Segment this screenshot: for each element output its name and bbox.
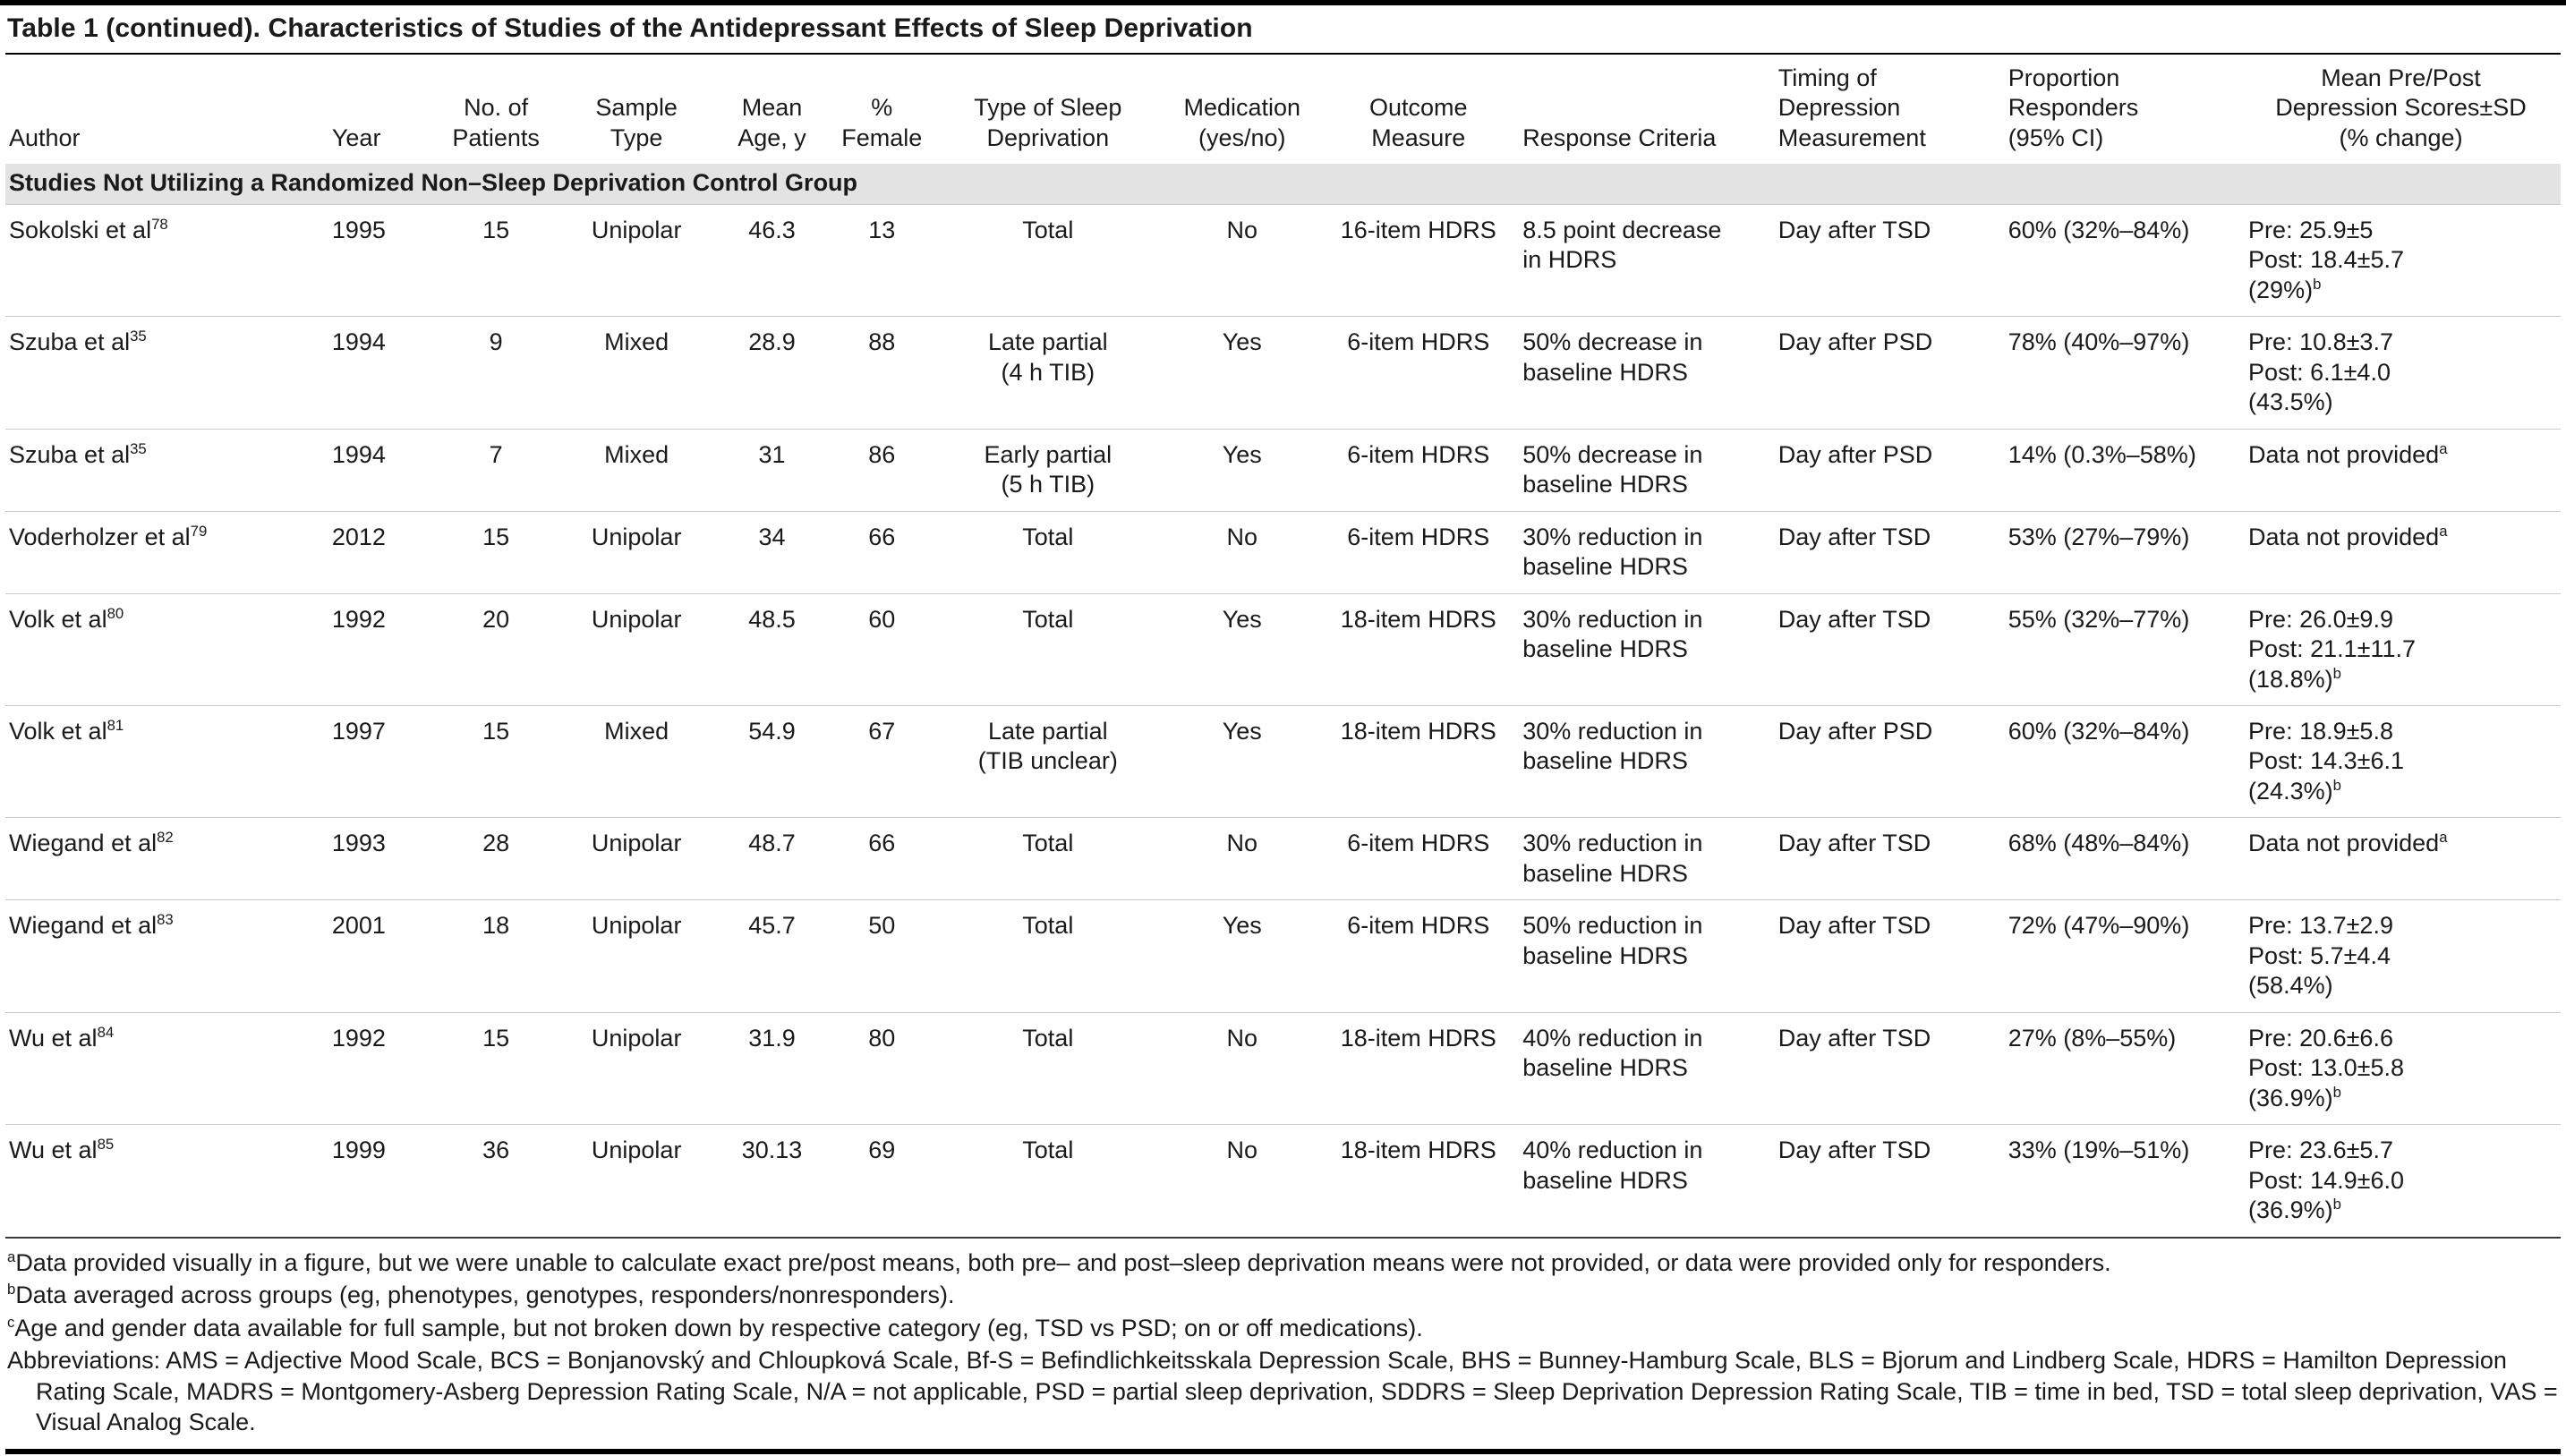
- table-row: [5, 511, 2561, 593]
- studies-table: [5, 55, 2561, 1237]
- table-cell: 53% (27%–79%): [2001, 511, 2241, 593]
- table-cell: 30% reduction in baseline HDRS: [1515, 511, 1771, 593]
- table-cell: 30% reduction in baseline HDRS: [1515, 818, 1771, 900]
- table-cell: 7: [432, 429, 560, 511]
- column-header: Proportion Responders (95% CI): [2008, 64, 2139, 151]
- table-cell: 31.9: [713, 1012, 831, 1124]
- footnotes: [5, 1237, 2561, 1449]
- table-cell: Pre: 18.9±5.8 Post: 14.3±6.1 $(24.3\%)^b$: [2241, 705, 2561, 817]
- table-cell: Day after PSD: [1771, 317, 2001, 429]
- table-cell: Voderholzer et $al^{79}$: [5, 511, 325, 593]
- column-header: No. of Patients: [452, 94, 540, 151]
- column-header: Mean Pre/Post Depression Scores±SD (% change): [2275, 64, 2527, 151]
- table-cell: 66: [831, 818, 933, 900]
- table-cell: 88: [831, 317, 933, 429]
- table-cell: 18-item HDRS: [1321, 705, 1515, 817]
- table-row: [5, 593, 2561, 705]
- table-cell: 14% (0.3%–58%): [2001, 429, 2241, 511]
- table-cell: Mixed: [560, 317, 713, 429]
- table-cell: 50: [831, 900, 933, 1012]
- column-header: % Female: [841, 94, 923, 151]
- table-row: [5, 705, 2561, 817]
- table-cell: 15: [432, 511, 560, 593]
- table-cell: 30.13: [713, 1125, 831, 1237]
- table-cell: 48.5: [713, 593, 831, 705]
- footnote: $^b$Data averaged across groups (eg, phenotypes, genotypes, responders/nonresponders).: [7, 1281, 955, 1309]
- table-cell: 50% decrease in baseline HDRS: [1515, 429, 1771, 511]
- table-cell: Total: [933, 204, 1163, 316]
- table-cell: Total: [933, 511, 1163, 593]
- table-cell: Day after TSD: [1771, 204, 2001, 316]
- table-cell: Pre: 26.0±9.9 Post: 21.1±11.7 $(18.8\%)^b$: [2241, 593, 2561, 705]
- table-cell: 2001: [325, 900, 432, 1012]
- table-cell: 6-item HDRS: [1321, 900, 1515, 1012]
- table-cell: Day after TSD: [1771, 1012, 2001, 1124]
- column-header: Timing of Depression Measurement: [1777, 64, 1926, 151]
- table-cell: Unipolar: [560, 1012, 713, 1124]
- section-header-cell: Studies Not Utilizing a Randomized Non–Sleep Deprivation Control Group: [5, 164, 2561, 204]
- table-cell: 72% (47%–90%): [2001, 900, 2241, 1012]
- table-cell: 1992: [325, 1012, 432, 1124]
- table-cell: Wiegand et $al^{82}$: [5, 818, 325, 900]
- table-cell: Volk et $al^{81}$: [5, 705, 325, 817]
- footnote: $^a$Data provided visually in a figure, but we were unable to calculate exact pre/post means, both pre– and post–sleep deprivation means were not provided, or data were provided only for responders.: [7, 1247, 2111, 1276]
- table-cell: Yes: [1163, 705, 1321, 817]
- table-cell: 27% (8%–55%): [2001, 1012, 2241, 1124]
- table-cell: Total: [933, 818, 1163, 900]
- table-cell: 46.3: [713, 204, 831, 316]
- table-cell: Yes: [1163, 317, 1321, 429]
- table-cell: 30% reduction in baseline HDRS: [1515, 593, 1771, 705]
- table-cell: Mixed: [560, 429, 713, 511]
- table-bottom-rule: [5, 1449, 2561, 1456]
- table-cell: 18: [432, 900, 560, 1012]
- table-cell: 34: [713, 511, 831, 593]
- table-cell: Unipolar: [560, 900, 713, 1012]
- column-header: Year: [331, 123, 381, 151]
- table-cell: 50% decrease in baseline HDRS: [1515, 317, 1771, 429]
- table-cell: 55% (32%–77%): [2001, 593, 2241, 705]
- table-cell: Pre: 23.6±5.7 Post: 14.9±6.0 $(36.9\%)^b$: [2241, 1125, 2561, 1237]
- table-cell: 18-item HDRS: [1321, 593, 1515, 705]
- table-cell: 36: [432, 1125, 560, 1237]
- table-cell: Total: [933, 593, 1163, 705]
- table-cell: Mixed: [560, 705, 713, 817]
- table-cell: 69: [831, 1125, 933, 1237]
- table-cell: 40% reduction in baseline HDRS: [1515, 1125, 1771, 1237]
- table-cell: 15: [432, 1012, 560, 1124]
- table-cell: Unipolar: [560, 1125, 713, 1237]
- table-cell: 1997: [325, 705, 432, 817]
- table-title: Table 1 (continued). Characteristics of Studies of the Antidepressant Effects of Sleep Deprivation: [5, 5, 2561, 55]
- table-cell: Early partial (5 h TIB): [933, 429, 1163, 511]
- table-cell: Wiegand et $al^{83}$: [5, 900, 325, 1012]
- table-cell: Unipolar: [560, 593, 713, 705]
- table-cell: Yes: [1163, 429, 1321, 511]
- table-cell: 80: [831, 1012, 933, 1124]
- table-cell: 60% (32%–84%): [2001, 204, 2241, 316]
- table-cell: 86: [831, 429, 933, 511]
- table-cell: 31: [713, 429, 831, 511]
- column-header: Author: [9, 123, 81, 151]
- table-cell: 20: [432, 593, 560, 705]
- table-cell: Szuba et $al^{35}$: [5, 317, 325, 429]
- column-header: Outcome Measure: [1368, 94, 1468, 151]
- table-cell: Unipolar: [560, 511, 713, 593]
- table-cell: 60: [831, 593, 933, 705]
- table-cell: No: [1163, 1125, 1321, 1237]
- table-cell: 28.9: [713, 317, 831, 429]
- table-cell: Data not provided$^a$: [2241, 511, 2561, 593]
- table-cell: No: [1163, 1012, 1321, 1124]
- table-cell: 15: [432, 204, 560, 316]
- table-cell: Yes: [1163, 900, 1321, 1012]
- table-cell: Volk et $al^{80}$: [5, 593, 325, 705]
- table-cell: No: [1163, 511, 1321, 593]
- table-row: [5, 317, 2561, 429]
- footnote: $^c$Age and gender data available for full sample, but not broken down by respective category (eg, TSD vs PSD; on or off medications).: [7, 1313, 1423, 1341]
- table-cell: 6-item HDRS: [1321, 317, 1515, 429]
- table-cell: No: [1163, 818, 1321, 900]
- table-cell: 15: [432, 705, 560, 817]
- table-cell: 54.9: [713, 705, 831, 817]
- table-cell: Data not provided$^a$: [2241, 429, 2561, 511]
- section-header-row: [5, 164, 2561, 204]
- table-cell: 45.7: [713, 900, 831, 1012]
- table-cell: Late partial (4 h TIB): [933, 317, 1163, 429]
- table-cell: 78% (40%–97%): [2001, 317, 2241, 429]
- table-cell: 2012: [325, 511, 432, 593]
- header-row: [5, 55, 2561, 164]
- table-cell: Szuba et $al^{35}$: [5, 429, 325, 511]
- table-cell: 6-item HDRS: [1321, 818, 1515, 900]
- table-cell: Total: [933, 1125, 1163, 1237]
- table-cell: 18-item HDRS: [1321, 1125, 1515, 1237]
- table-cell: 1999: [325, 1125, 432, 1237]
- table-cell: Data not provided$^a$: [2241, 818, 2561, 900]
- table-cell: 68% (48%–84%): [2001, 818, 2241, 900]
- table-cell: Pre: 25.9±5 Post: 18.4±5.7 $(29\%)^b$: [2241, 204, 2561, 316]
- table-cell: Late partial (TIB unclear): [933, 705, 1163, 817]
- table-cell: 48.7: [713, 818, 831, 900]
- footnote: Abbreviations: AMS = Adjective Mood Scale, BCS = Bonjanovský and Chloupková Scale, Bf-S = Befindlichkeitsskala Depression Scale, BHS = Bunney-Hamburg Scale, BLS = Bjorum and Lindberg Scale, HDRS = Hamilton Depression Rating Scale, MADRS = Montgomery-Asberg Depression Rating Scale, N/A = not applicable, PSD = partial sleep deprivation, SDDRS = Sleep Deprivation Depression Rating Scale, TIB = time in bed, TSD = total sleep deprivation, VAS = Visual Analog Scale.: [7, 1347, 2558, 1436]
- table-cell: Pre: 20.6±6.6 Post: 13.0±5.8 $(36.9\%)^b$: [2241, 1012, 2561, 1124]
- table-cell: 1994: [325, 429, 432, 511]
- table-cell: 13: [831, 204, 933, 316]
- table-cell: Day after TSD: [1771, 593, 2001, 705]
- table-cell: Sokolski et $al^{78}$: [5, 204, 325, 316]
- column-header: Medication (yes/no): [1183, 94, 1301, 151]
- table-cell: Day after PSD: [1771, 429, 2001, 511]
- table-cell: 8.5 point decrease in HDRS: [1515, 204, 1771, 316]
- column-header: Sample Type: [595, 94, 678, 151]
- table-cell: 40% reduction in baseline HDRS: [1515, 1012, 1771, 1124]
- table-cell: Unipolar: [560, 818, 713, 900]
- table-cell: 30% reduction in baseline HDRS: [1515, 705, 1771, 817]
- table-cell: 1995: [325, 204, 432, 316]
- table-cell: 16-item HDRS: [1321, 204, 1515, 316]
- table-cell: 6-item HDRS: [1321, 429, 1515, 511]
- table-cell: Day after TSD: [1771, 511, 2001, 593]
- table-cell: Day after PSD: [1771, 705, 2001, 817]
- table-cell: 18-item HDRS: [1321, 1012, 1515, 1124]
- table-cell: Yes: [1163, 593, 1321, 705]
- table-head: [5, 55, 2561, 164]
- table-cell: 1993: [325, 818, 432, 900]
- table-cell: 1994: [325, 317, 432, 429]
- table-cell: 9: [432, 317, 560, 429]
- column-header: Mean Age, y: [737, 94, 806, 151]
- table-cell: 60% (32%–84%): [2001, 705, 2241, 817]
- table-cell: 1992: [325, 593, 432, 705]
- table-row: [5, 900, 2561, 1012]
- table-cell: Day after TSD: [1771, 1125, 2001, 1237]
- table-cell: Total: [933, 1012, 1163, 1124]
- table-row: [5, 1012, 2561, 1124]
- table-cell: Pre: 13.7±2.9 Post: 5.7±4.4 (58.4%): [2241, 900, 2561, 1012]
- column-header: Type of Sleep Deprivation: [974, 94, 1122, 151]
- table-cell: 33% (19%–51%): [2001, 1125, 2241, 1237]
- table-cell: 50% reduction in baseline HDRS: [1515, 900, 1771, 1012]
- table-row: [5, 429, 2561, 511]
- table-cell: Pre: 10.8±3.7 Post: 6.1±4.0 (43.5%): [2241, 317, 2561, 429]
- table-row: [5, 1125, 2561, 1237]
- table-cell: 67: [831, 705, 933, 817]
- table-cell: 66: [831, 511, 933, 593]
- table-cell: Wu et $al^{85}$: [5, 1125, 325, 1237]
- table-cell: Unipolar: [560, 204, 713, 316]
- table-cell: Total: [933, 900, 1163, 1012]
- table-row: [5, 204, 2561, 316]
- table-cell: 28: [432, 818, 560, 900]
- table-cell: Day after TSD: [1771, 900, 2001, 1012]
- table-body: [5, 164, 2561, 1236]
- table-row: [5, 818, 2561, 900]
- table-cell: 6-item HDRS: [1321, 511, 1515, 593]
- table-cell: No: [1163, 204, 1321, 316]
- column-header: Response Criteria: [1522, 123, 1717, 151]
- table-cell: Wu et $al^{84}$: [5, 1012, 325, 1124]
- table-cell: Day after TSD: [1771, 818, 2001, 900]
